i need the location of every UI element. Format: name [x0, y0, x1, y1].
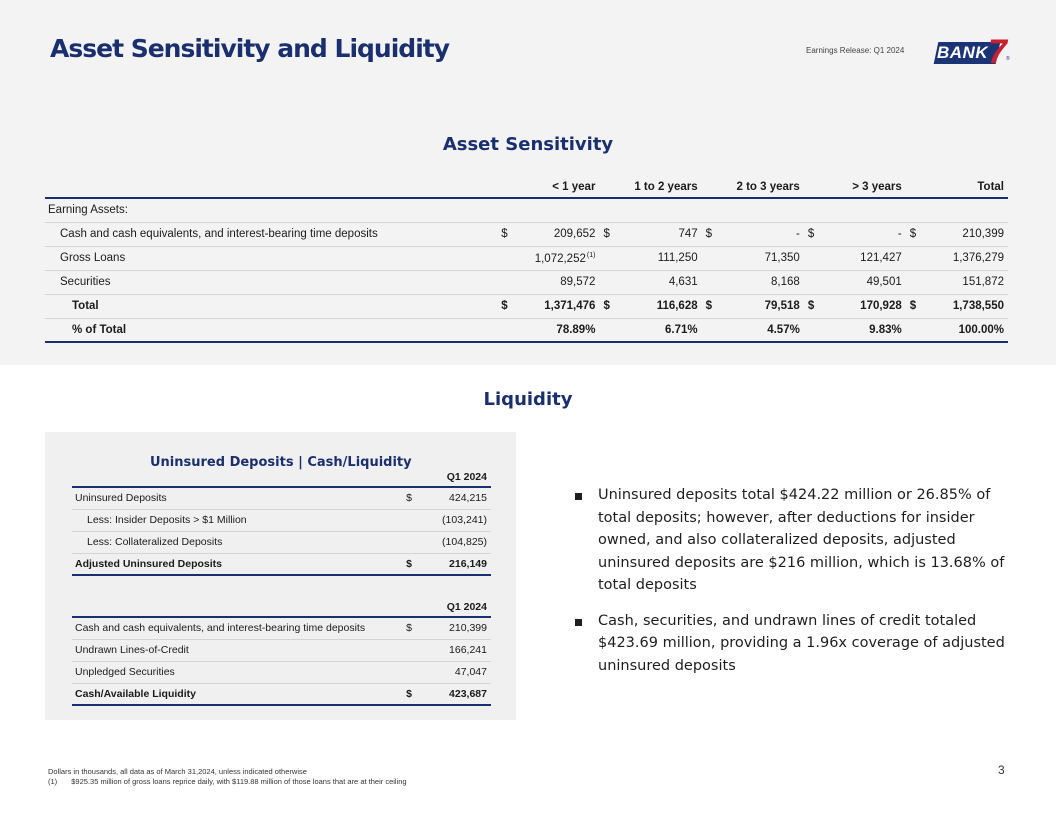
dollar-sign: $: [402, 487, 416, 509]
table-total-row: [72, 553, 491, 575]
cell-value: 111,250: [599, 246, 701, 270]
uninsured-deposits-table-title: Uninsured Deposits | Cash/Liquidity: [150, 455, 412, 470]
dollar-sign: $: [402, 617, 416, 639]
dollar-sign: [402, 509, 416, 531]
cell-value: 209,652: [517, 222, 599, 246]
table-header-row: [72, 467, 491, 487]
dollar-sign: $: [599, 222, 619, 246]
table-row: [72, 487, 491, 509]
table-row: [45, 270, 1008, 294]
cash-liquidity-table: [72, 597, 491, 706]
cell-value: 210,399: [416, 617, 491, 639]
cell-value: 4.57%: [702, 318, 804, 342]
cell-value: 1,371,476: [517, 294, 599, 318]
dollar-sign: $: [497, 294, 517, 318]
row-label: Gross Loans: [45, 246, 497, 270]
column-header: Q1 2024: [402, 467, 491, 487]
row-label: Adjusted Uninsured Deposits: [72, 553, 402, 575]
page-title: Asset Sensitivity and Liquidity: [50, 34, 450, 63]
cell-value: 424,215: [416, 487, 491, 509]
square-bullet-icon: [575, 493, 582, 500]
column-header: 2 to 3 years: [702, 176, 804, 198]
dollar-sign: $: [906, 222, 926, 246]
cell-value: 8,168: [702, 270, 804, 294]
row-label: Total: [45, 294, 497, 318]
cell-value: 9.83%: [804, 318, 906, 342]
dollar-sign: [402, 531, 416, 553]
cell-value: 6.71%: [599, 318, 701, 342]
dollar-sign: $: [804, 294, 824, 318]
dollar-sign: $: [804, 222, 824, 246]
cell-value: 747: [619, 222, 701, 246]
table-header-row: [72, 597, 491, 617]
row-label: Securities: [45, 270, 497, 294]
dollar-sign: [402, 639, 416, 661]
cell-value: 210,399: [926, 222, 1008, 246]
bullet-text: Uninsured deposits total $424.22 million or 26.85% of total deposits; however, after deductions for insider owned, and also collateralized deposits, adjusted uninsured deposits are $216 million, which is 13.68% of total deposits: [598, 487, 1005, 593]
cell-value: 100.00%: [906, 318, 1008, 342]
bullet-text: Cash, securities, and undrawn lines of credit totaled $423.69 million, providing a 1.96x coverage of adjusted uninsured deposits: [598, 612, 1005, 674]
row-label: Undrawn Lines-of-Credit: [72, 639, 402, 661]
cell-value: 49,501: [804, 270, 906, 294]
row-label: Cash and cash equivalents, and interest-bearing time deposits: [45, 222, 497, 246]
cell-value: 79,518: [721, 294, 803, 318]
table-row: [72, 509, 491, 531]
cell-value: 216,149: [416, 553, 491, 575]
cell-value: 151,872: [906, 270, 1008, 294]
table-row: [72, 531, 491, 553]
row-label: Cash and cash equivalents, and interest-bearing time deposits: [72, 617, 402, 639]
table-row: [72, 617, 491, 639]
percent-of-total-row: [45, 318, 1008, 342]
row-label: % of Total: [45, 318, 497, 342]
footnote-text: $925.35 million of gross loans reprice daily, with $119.88 million of those loans that are at their ceiling: [71, 777, 407, 786]
cell-value: 89,572: [497, 270, 599, 294]
logo-text: BANK: [937, 43, 989, 62]
dollar-sign: $: [402, 683, 416, 705]
cell-value: 121,427: [804, 246, 906, 270]
row-label: Less: Insider Deposits > $1 Million: [72, 509, 402, 531]
dollar-sign: $: [599, 294, 619, 318]
cell-value: -: [721, 222, 803, 246]
row-label: Unpledged Securities: [72, 661, 402, 683]
dollar-sign: $: [906, 294, 926, 318]
liquidity-bullets: [572, 484, 1012, 690]
table-row: [45, 198, 1008, 222]
earning-assets-label: Earning Assets:: [45, 198, 1008, 222]
dollar-sign: $: [702, 294, 722, 318]
table-row: [72, 639, 491, 661]
uninsured-deposits-table: [72, 467, 491, 576]
cell-value: 1,376,279: [906, 246, 1008, 270]
column-header: Total: [906, 176, 1008, 198]
table-row: [72, 661, 491, 683]
row-label: Cash/Available Liquidity: [72, 683, 402, 705]
cell-value: 47,047: [416, 661, 491, 683]
cell-value: (103,241): [416, 509, 491, 531]
dollar-sign: [402, 661, 416, 683]
cell-value: 423,687: [416, 683, 491, 705]
cell-value: 1,738,550: [926, 294, 1008, 318]
dollar-sign: $: [497, 222, 517, 246]
row-label: Uninsured Deposits: [72, 487, 402, 509]
cell-value: 116,628: [619, 294, 701, 318]
cell-value: 166,241: [416, 639, 491, 661]
cell-value: [497, 246, 599, 270]
total-row: [45, 294, 1008, 318]
row-label: Less: Collateralized Deposits: [72, 531, 402, 553]
column-header: < 1 year: [497, 176, 599, 198]
page-number: 3: [998, 763, 1005, 777]
footnote-marker: (1): [48, 777, 58, 786]
bank7-logo: [934, 32, 1012, 70]
cell-value: 78.89%: [497, 318, 599, 342]
cell-value: 71,350: [702, 246, 804, 270]
dollar-sign: $: [702, 222, 722, 246]
logo-registered-mark: ®: [1006, 56, 1010, 62]
column-header: Q1 2024: [402, 597, 491, 617]
square-bullet-icon: [575, 619, 582, 626]
logo-seven-glyph: 7: [988, 33, 1007, 69]
column-header: > 3 years: [804, 176, 906, 198]
table-row: [45, 222, 1008, 246]
asset-sensitivity-table: [45, 176, 1008, 343]
bullet-item: [572, 610, 1012, 678]
cell-value: 170,928: [824, 294, 906, 318]
footnote-marker: (1): [586, 251, 596, 259]
dollar-sign: $: [402, 553, 416, 575]
asset-sensitivity-title: Asset Sensitivity: [442, 134, 614, 155]
cell-value: (104,825): [416, 531, 491, 553]
footnote-1: [48, 777, 407, 786]
cell-value: -: [824, 222, 906, 246]
cell-value: 4,631: [599, 270, 701, 294]
cell-value-text: 1,072,252: [534, 252, 586, 265]
liquidity-title: Liquidity: [483, 389, 573, 410]
table-header-row: [45, 176, 1008, 198]
column-header: 1 to 2 years: [599, 176, 701, 198]
table-total-row: [72, 683, 491, 705]
logo-seven-icon: [986, 33, 1010, 69]
bullet-item: [572, 484, 1012, 597]
data-note: Dollars in thousands, all data as of March 31,2024, unless indicated otherwise: [48, 767, 307, 776]
earnings-release-label: Earnings Release: Q1 2024: [806, 46, 905, 55]
table-row: [45, 246, 1008, 270]
